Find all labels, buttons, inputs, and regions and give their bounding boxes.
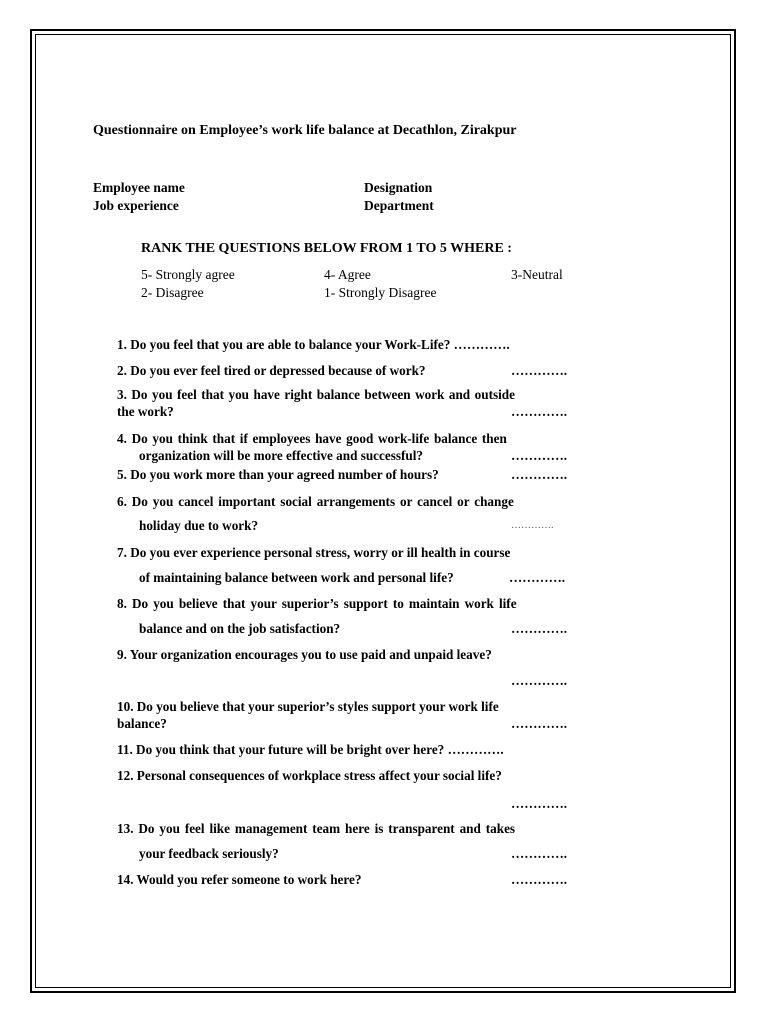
answer-blank[interactable]: …………. — [453, 337, 510, 352]
answer-blank[interactable]: …………. — [447, 742, 504, 757]
question-7: 7. Do you ever experience personal stress, worry or ill health in course — [117, 545, 511, 560]
question-7-cont: of maintaining balance between work and personal life? — [139, 570, 454, 585]
job-experience-label: Job experience — [93, 198, 179, 213]
scale-strongly-disagree: 1- Strongly Disagree — [324, 285, 437, 300]
question-8-cont: balance and on the job satisfaction? — [139, 621, 341, 636]
question-13: 13. Do you feel like management team here is transparent and takes — [117, 821, 516, 836]
instruction-heading: RANK THE QUESTIONS BELOW FROM 1 TO 5 WHERE : — [141, 241, 512, 256]
question-1 — [117, 337, 510, 353]
employee-name-label: Employee name — [93, 180, 185, 195]
answer-blank[interactable]: …………. — [511, 846, 568, 861]
question-11 — [117, 742, 504, 758]
question-8: 8. Do you believe that your superior’s support to maintain work life — [117, 596, 517, 611]
question-9: 9. Your organization encourages you to use paid and unpaid leave? — [117, 647, 492, 662]
scale-neutral: 3-Neutral — [511, 267, 563, 282]
answer-blank[interactable]: …………. — [511, 673, 568, 688]
question-text: 11. Do you think that your future will be bright over here? — [117, 742, 445, 757]
question-3-cont: the work? — [117, 404, 174, 419]
designation-label: Designation — [364, 180, 433, 195]
scale-strongly-agree: 5- Strongly agree — [141, 267, 235, 282]
question-4: 4. Do you think that if employees have good work-life balance then — [117, 431, 507, 446]
question-2: 2. Do you ever feel tired or depressed because of work? — [117, 363, 426, 378]
question-12: 12. Personal consequences of workplace stress affect your social life? — [117, 768, 502, 783]
page-border-inner — [35, 34, 731, 988]
scale-agree: 4- Agree — [324, 267, 371, 282]
answer-blank[interactable]: …………. — [511, 363, 568, 378]
question-6-cont: holiday due to work? — [139, 518, 259, 533]
question-13-cont: your feedback seriously? — [139, 846, 279, 861]
answer-blank[interactable]: …………. — [511, 404, 568, 419]
question-14: 14. Would you refer someone to work here? — [117, 872, 362, 887]
answer-blank[interactable]: …………. — [511, 796, 568, 811]
answer-blank[interactable]: …………. — [509, 570, 566, 585]
answer-blank[interactable]: …………. — [511, 520, 554, 531]
answer-blank[interactable]: …………. — [511, 716, 568, 731]
answer-blank[interactable]: …………. — [511, 467, 568, 482]
question-4-cont: organization will be more effective and successful? — [139, 448, 423, 463]
question-6: 6. Do you cancel important social arrangements or cancel or change — [117, 494, 514, 509]
question-10: 10. Do you believe that your superior’s styles support your work life — [117, 699, 499, 714]
answer-blank[interactable]: …………. — [511, 872, 568, 887]
question-10-cont: balance? — [117, 716, 167, 731]
answer-blank[interactable]: …………. — [511, 621, 568, 636]
document-title: Questionnaire on Employee’s work life balance at Decathlon, Zirakpur — [93, 123, 517, 138]
question-5: 5. Do you work more than your agreed number of hours? — [117, 467, 439, 482]
scale-disagree: 2- Disagree — [141, 285, 204, 300]
department-label: Department — [364, 198, 434, 213]
answer-blank[interactable]: …………. — [511, 448, 568, 463]
question-text: 1. Do you feel that you are able to balance your Work-Life? — [117, 337, 451, 352]
question-3: 3. Do you feel that you have right balance between work and outside — [117, 387, 515, 402]
